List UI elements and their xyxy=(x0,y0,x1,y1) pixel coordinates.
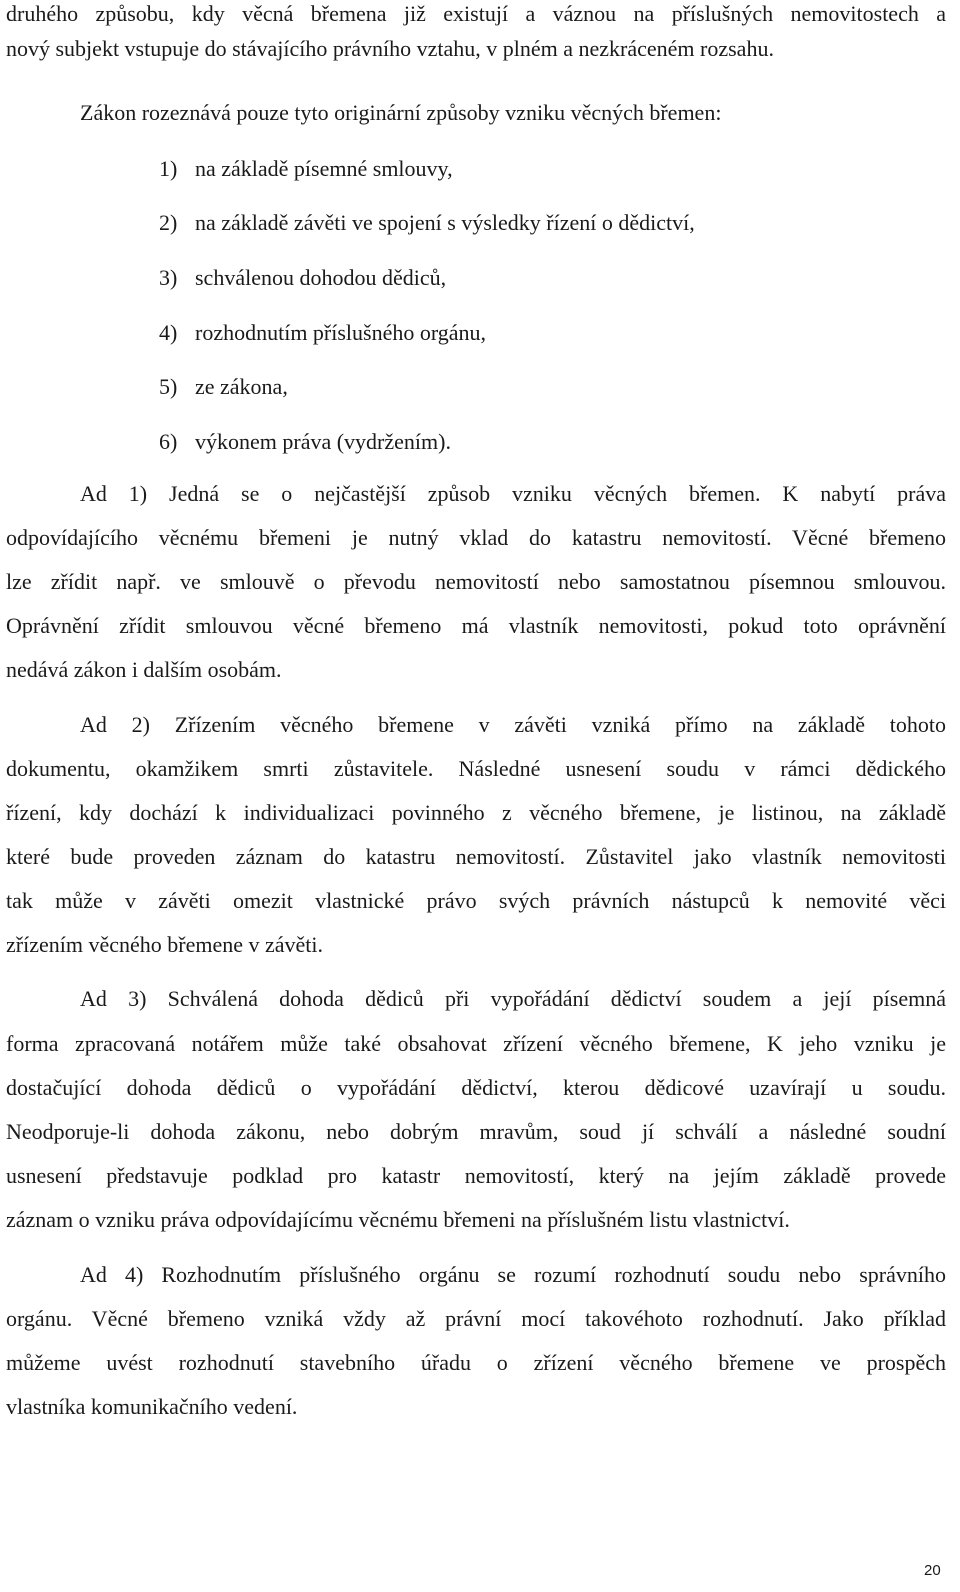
paragraph-line: Neodporuje-li dohoda zákonu, nebo dobrým mravům, soud jí schválí a následné soudní xyxy=(6,1119,946,1144)
list-item: 3) schválenou dohodou dědiců, xyxy=(159,265,447,290)
list-item: 4) rozhodnutím příslušného orgánu, xyxy=(159,320,487,345)
paragraph-line: lze zřídit např. ve smlouvě o převodu nemovitostí nebo samostatnou písemnou smlouvou. xyxy=(6,569,946,594)
list-item: 2) na základě závěti ve spojení s výsledky řízení o dědictví, xyxy=(159,210,695,235)
paragraph-line: usnesení představuje podklad pro katastr nemovitostí, který na jejím základě provede xyxy=(6,1163,946,1188)
list-item: 5) ze zákona, xyxy=(159,374,288,399)
paragraph-line: Ad 3) Schválená dohoda dědiců při vypořádání dědictví soudem a její písemná xyxy=(80,986,946,1011)
paragraph-line: odpovídajícího věcnému břemeni je nutný vklad do katastru nemovitostí. Věcné břemeno xyxy=(6,525,946,550)
paragraph-line: které bude proveden záznam do katastru nemovitostí. Zůstavitel jako vlastník nemovitosti xyxy=(6,844,946,869)
paragraph-line: můžeme uvést rozhodnutí stavebního úřadu o zřízení věcného břemene ve prospěch xyxy=(6,1350,946,1375)
paragraph-line: záznam o vzniku práva odpovídajícímu věcnému břemeni na příslušném listu vlastnictví. xyxy=(6,1207,790,1232)
paragraph-line: vlastníka komunikačního vedení. xyxy=(6,1394,298,1419)
list-heading: Zákon rozeznává pouze tyto originární způsoby vzniku věcných břemen: xyxy=(80,100,722,125)
page-number: 20 xyxy=(924,1562,941,1579)
paragraph-line: tak může v závěti omezit vlastnické právo svých právních nástupců k nemovité věci xyxy=(6,888,946,913)
list-item: 6) výkonem práva (vydržením). xyxy=(159,429,451,454)
paragraph-line: Ad 1) Jedná se o nejčastější způsob vzniku věcných břemen. K nabytí práva xyxy=(80,481,946,506)
paragraph-line: Ad 2) Zřízením věcného břemene v závěti vzniká přímo na základě tohoto xyxy=(80,712,946,737)
paragraph-line: orgánu. Věcné břemeno vzniká vždy až právní mocí takovéhoto rozhodnutí. Jako příklad xyxy=(6,1306,946,1331)
paragraph-line: dostačující dohoda dědiců o vypořádání dědictví, kterou dědicové uzavírají u soudu. xyxy=(6,1075,946,1100)
intro-line-2: nový subjekt vstupuje do stávajícího právního vztahu, v plném a nezkráceném rozsahu. xyxy=(6,36,774,61)
intro-line-1: druhého způsobu, kdy věcná břemena již existují a váznou na příslušných nemovitostech a xyxy=(6,1,946,26)
paragraph-line: nedává zákon i dalším osobám. xyxy=(6,657,282,682)
list-item: 1) na základě písemné smlouvy, xyxy=(159,156,453,181)
paragraph-line: Ad 4) Rozhodnutím příslušného orgánu se rozumí rozhodnutí soudu nebo správního xyxy=(80,1262,946,1287)
paragraph-line: Oprávnění zřídit smlouvou věcné břemeno má vlastník nemovitosti, pokud toto oprávnění xyxy=(6,613,946,638)
paragraph-line: dokumentu, okamžikem smrti zůstavitele. Následné usnesení soudu v rámci dědického xyxy=(6,756,946,781)
paragraph-line: zřízením věcného břemene v závěti. xyxy=(6,932,324,957)
paragraph-line: forma zpracovaná notářem může také obsahovat zřízení věcného břemene, K jeho vzniku je xyxy=(6,1031,946,1056)
paragraph-line: řízení, kdy dochází k individualizaci povinného z věcného břemene, je listinou, na základě xyxy=(6,800,946,825)
